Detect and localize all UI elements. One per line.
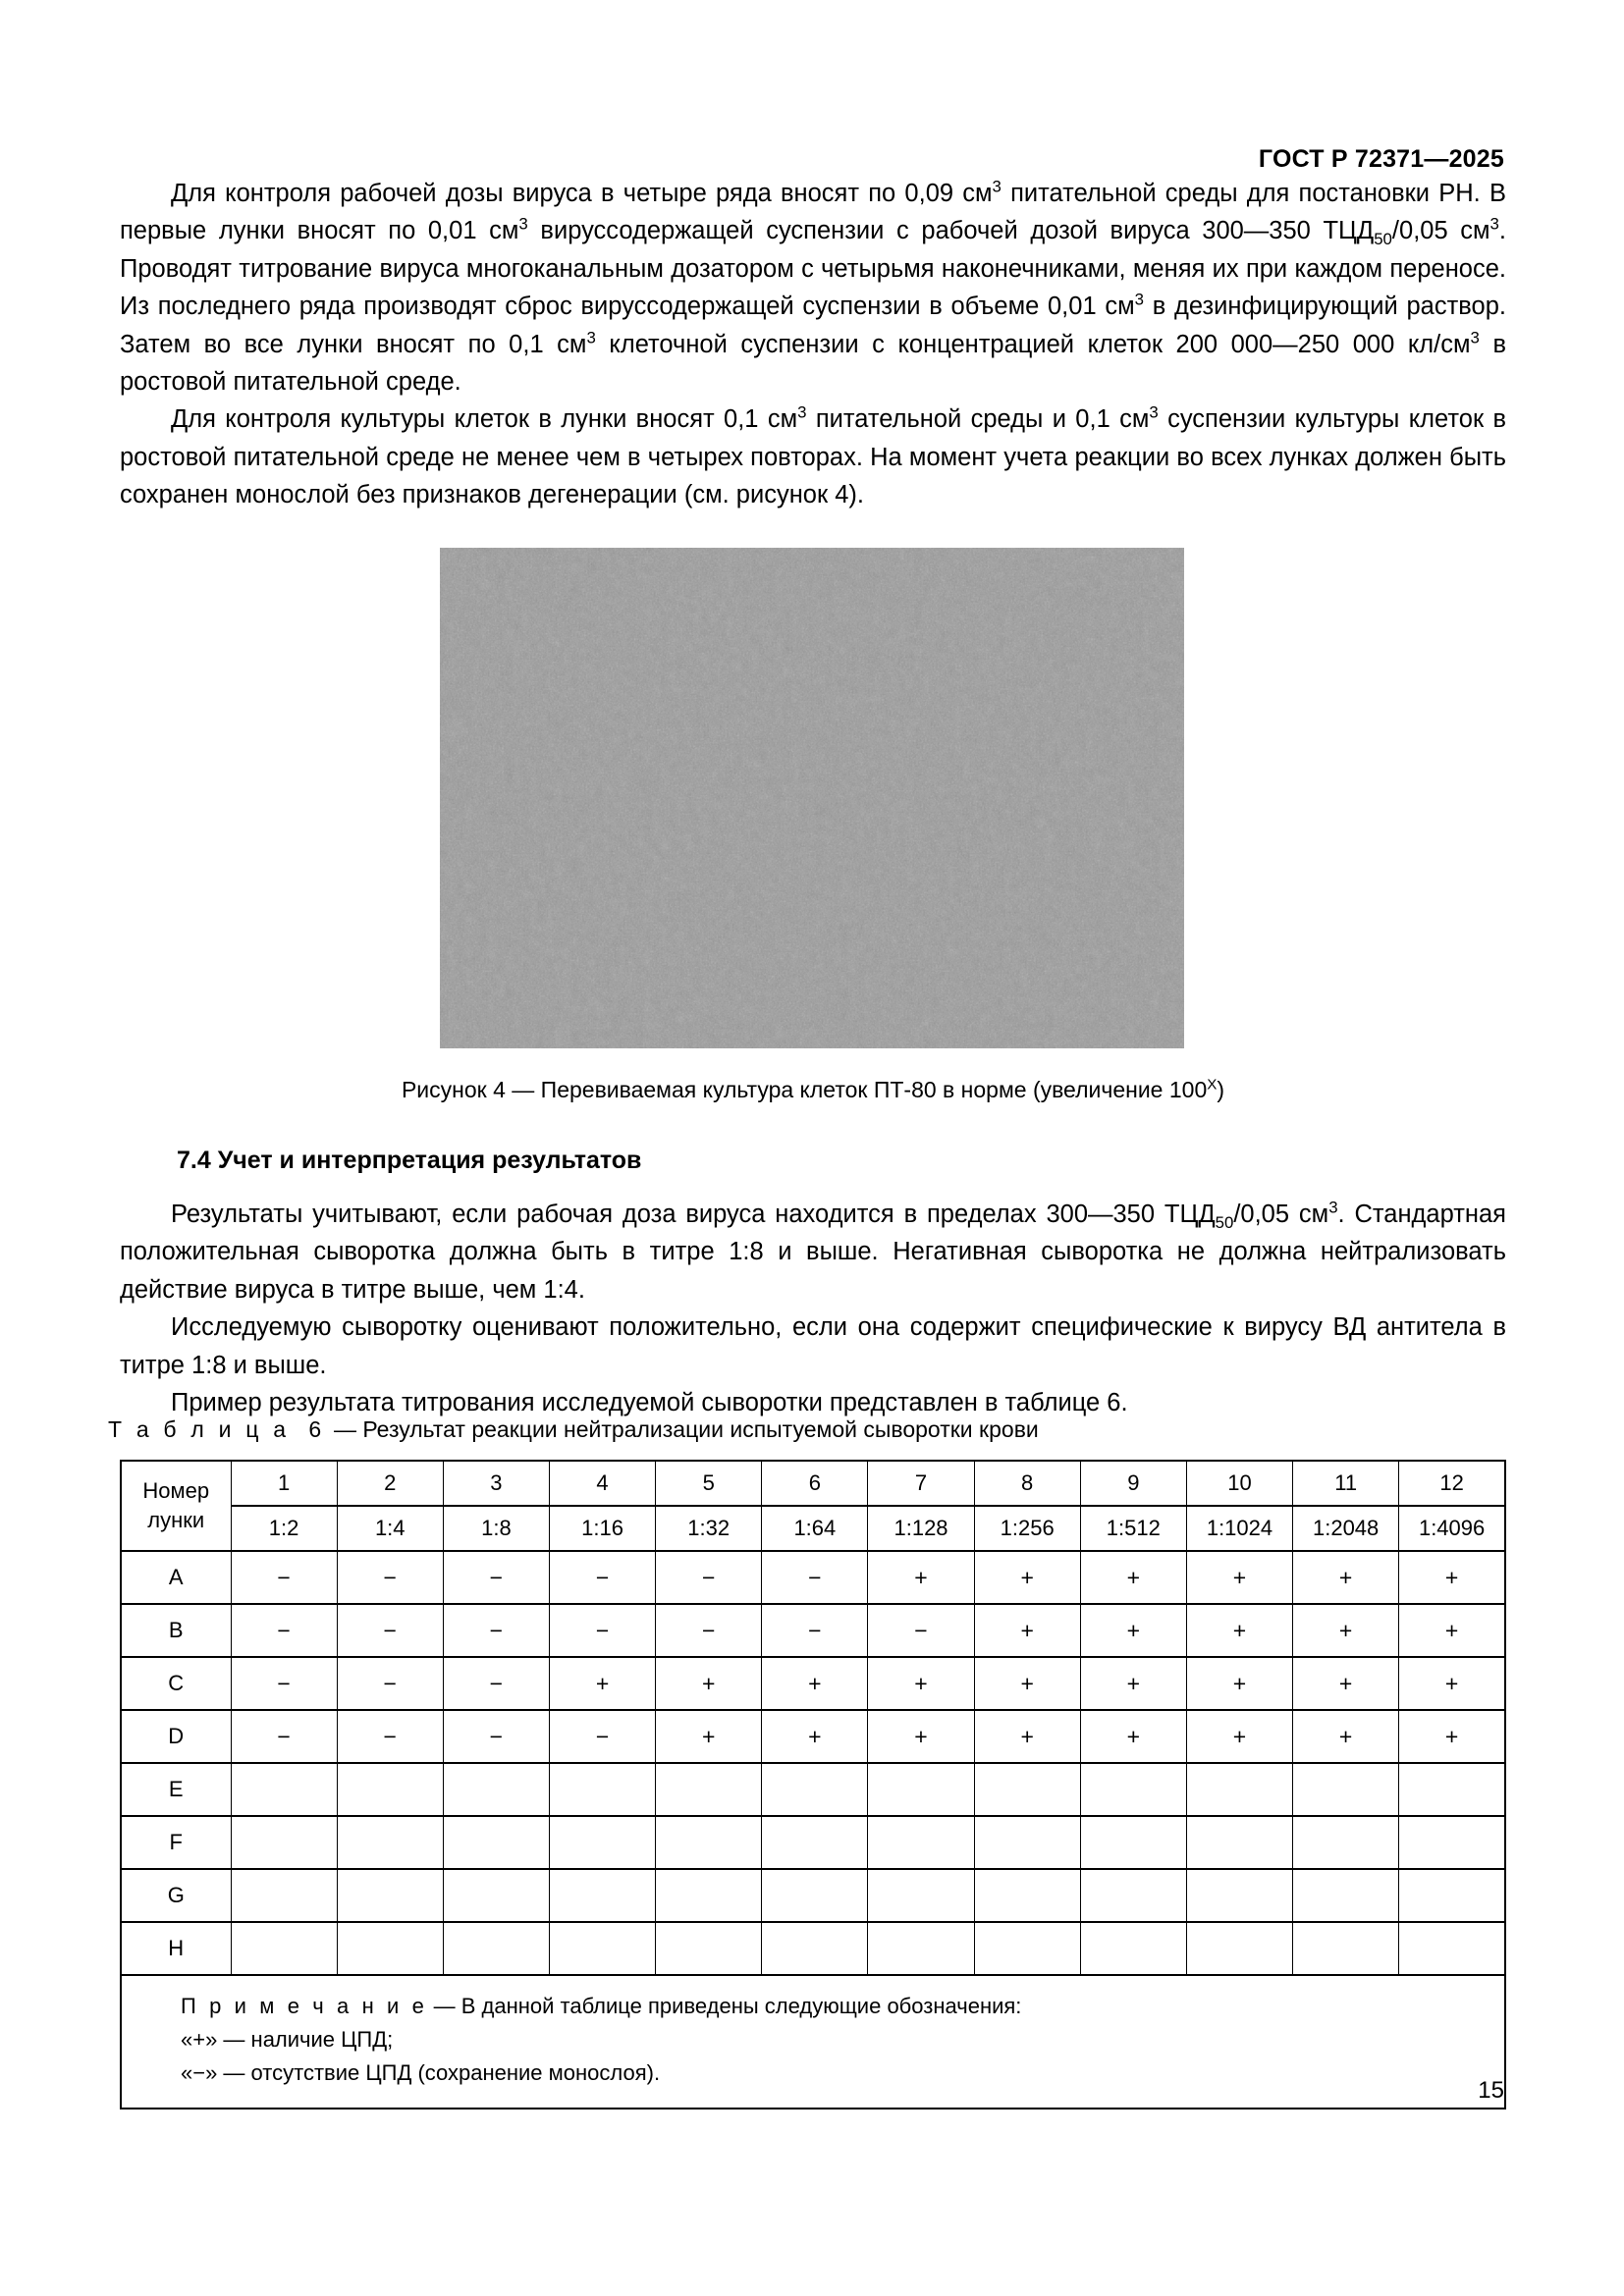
row-label-line-2: лунки — [147, 1508, 205, 1532]
column-dilution-header: 1:1024 — [1186, 1506, 1292, 1551]
result-cell: − — [443, 1657, 549, 1710]
result-cell — [1080, 1869, 1186, 1922]
note-plus-line: «+» — наличие ЦПД; — [181, 2027, 394, 2052]
column-dilution-header: 1:16 — [549, 1506, 655, 1551]
column-number-header: 12 — [1399, 1461, 1505, 1506]
result-cell: + — [974, 1710, 1080, 1763]
result-cell — [231, 1869, 337, 1922]
result-cell — [231, 1763, 337, 1816]
table-row — [121, 1710, 1505, 1763]
result-cell: − — [231, 1657, 337, 1710]
column-number-header: 10 — [1186, 1461, 1292, 1506]
result-cell: + — [656, 1657, 762, 1710]
result-cell: + — [868, 1551, 974, 1604]
column-dilution-header: 1:64 — [762, 1506, 868, 1551]
result-cell: + — [1186, 1710, 1292, 1763]
column-number-header: 7 — [868, 1461, 974, 1506]
paragraph-4: Исследуемую сыворотку оценивают положительно, если она содержит специфические к вирусу ВД антитела в титре 1:8 и выше. — [120, 1313, 1506, 1379]
table-row — [121, 1816, 1505, 1869]
column-number-header: 3 — [443, 1461, 549, 1506]
result-cell — [549, 1922, 655, 1975]
superscript: 3 — [1470, 328, 1480, 347]
result-cell: − — [656, 1551, 762, 1604]
superscript: 3 — [1489, 214, 1499, 234]
result-cell: − — [762, 1604, 868, 1657]
result-cell — [656, 1816, 762, 1869]
column-dilution-header: 1:32 — [656, 1506, 762, 1551]
subscript: 50 — [1215, 1213, 1234, 1233]
result-cell: − — [337, 1710, 443, 1763]
note-heading: П р и м е ч а н и е — [181, 1994, 428, 2018]
result-cell: + — [1399, 1710, 1505, 1763]
result-cell: − — [868, 1604, 974, 1657]
table-note-row — [121, 1975, 1505, 2109]
result-cell — [974, 1763, 1080, 1816]
table-row — [121, 1869, 1505, 1922]
result-cell: − — [443, 1710, 549, 1763]
result-cell: + — [974, 1604, 1080, 1657]
result-cell — [443, 1816, 549, 1869]
result-cell — [1399, 1763, 1505, 1816]
table-header-row-numbers — [121, 1461, 1505, 1506]
result-cell — [974, 1816, 1080, 1869]
table-caption-number: 6 — [308, 1416, 322, 1442]
result-cell: − — [762, 1551, 868, 1604]
result-cell — [443, 1922, 549, 1975]
result-cell: + — [656, 1710, 762, 1763]
result-cell: − — [231, 1604, 337, 1657]
superscript: 3 — [797, 402, 807, 422]
result-cell: − — [337, 1604, 443, 1657]
result-cell — [1080, 1816, 1186, 1869]
paragraph-2: Для контроля культуры клеток в лунки вносят 0,1 $см^3$ питательной среды и 0,1 $см^3$ суспензии культуры клеток в ростовой питательной среде не менее чем в четырех повторах. На момент учета реакции во всех лунках должен быть сохранен монослой без признаков дегенерации (см. рисунок 4). — [120, 402, 1506, 509]
table-row — [121, 1763, 1505, 1816]
result-cell: − — [443, 1604, 549, 1657]
column-number-header: 8 — [974, 1461, 1080, 1506]
column-dilution-header: 1:2 — [231, 1506, 337, 1551]
table-caption-prefix: Т а б л и ц а — [108, 1416, 291, 1442]
row-label-cell: F — [121, 1816, 231, 1869]
result-cell — [656, 1763, 762, 1816]
result-cell — [1186, 1816, 1292, 1869]
result-cell — [337, 1922, 443, 1975]
neutralization-result-table — [120, 1460, 1506, 2109]
column-dilution-header: 1:256 — [974, 1506, 1080, 1551]
result-cell: + — [974, 1657, 1080, 1710]
result-cell — [337, 1816, 443, 1869]
note-intro-line: П р и м е ч а н и е — В данной таблице приведены следующие обозначения: — [181, 1994, 1022, 2018]
column-dilution-header: 1:4 — [337, 1506, 443, 1551]
table-note-cell — [121, 1975, 1505, 2109]
superscript: 3 — [992, 177, 1001, 196]
result-cell — [1399, 1816, 1505, 1869]
result-cell: + — [1080, 1551, 1186, 1604]
result-cell: − — [337, 1551, 443, 1604]
row-label-cell: G — [121, 1869, 231, 1922]
result-cell — [762, 1763, 868, 1816]
result-cell — [762, 1869, 868, 1922]
table-row — [121, 1922, 1505, 1975]
table-row — [121, 1657, 1505, 1710]
result-cell: + — [1080, 1604, 1186, 1657]
result-cell — [868, 1816, 974, 1869]
table-header-row-dilutions — [121, 1506, 1505, 1551]
row-label-cell: C — [121, 1657, 231, 1710]
result-cell: + — [762, 1657, 868, 1710]
table-caption-text: — Результат реакции нейтрализации испытуемой сыворотки крови — [333, 1416, 1039, 1442]
result-cell — [231, 1922, 337, 1975]
paragraph-1: Для контроля рабочей дозы вируса в четыре ряда вносят по 0,09 $см^3$ питательной среды для постановки РН. В первые лунки вносят по 0,01 $см^3$ вируссодержащей суспензии с рабочей дозой вируса 300—350 $ТЦД_{50}/0,05$ $см^3$. Проводят титрование вируса многоканальным дозатором с четырьмя наконечниками, меняя их при каждом переносе. Из последнего ряда производят сброс вируссодержащей суспензии в объеме 0,01 $см^3$ в дезинфицирующий раствор. Затем во все лунки вносят по 0,1 $см^3$ клеточной суспензии с концентрацией клеток 200 000—250 000 $кл/см^3$ в ростовой питательной среде. — [120, 177, 1506, 397]
result-cell: + — [1080, 1710, 1186, 1763]
result-cell — [974, 1922, 1080, 1975]
column-number-header: 11 — [1293, 1461, 1399, 1506]
figure-4-caption: Рисунок 4 — Перевиваемая культура клеток ПТ-80 в норме (увеличение $100^Х$) — [401, 1076, 1225, 1102]
table-6-wrapper — [120, 1460, 1506, 2109]
result-cell: + — [1186, 1657, 1292, 1710]
result-cell — [1399, 1869, 1505, 1922]
superscript: 3 — [518, 214, 528, 234]
result-cell: + — [974, 1551, 1080, 1604]
row-label-cell: E — [121, 1763, 231, 1816]
result-cell — [762, 1816, 868, 1869]
result-cell — [549, 1763, 655, 1816]
result-cell: + — [1399, 1551, 1505, 1604]
row-label-cell: H — [121, 1922, 231, 1975]
result-cell — [868, 1922, 974, 1975]
result-cell: + — [1080, 1657, 1186, 1710]
superscript: 3 — [1149, 402, 1159, 422]
result-cell — [337, 1763, 443, 1816]
superscript: Х — [1207, 1076, 1218, 1094]
paragraph-5: Пример результата титрования исследуемой сыворотки представлен в таблице 6. — [171, 1389, 1128, 1417]
result-cell — [1186, 1869, 1292, 1922]
result-cell — [337, 1869, 443, 1922]
figure-4-micrograph — [440, 548, 1184, 1048]
column-dilution-header: 1:128 — [868, 1506, 974, 1551]
result-cell: + — [868, 1657, 974, 1710]
row-label-header-cell — [121, 1461, 231, 1551]
result-cell — [1293, 1869, 1399, 1922]
note-minus-line: «−» — отсутствие ЦПД (сохранение монослоя). — [181, 2060, 661, 2085]
result-cell: + — [1293, 1710, 1399, 1763]
column-number-header: 5 — [656, 1461, 762, 1506]
column-number-header: 2 — [337, 1461, 443, 1506]
result-cell — [1293, 1763, 1399, 1816]
superscript: 3 — [1134, 290, 1144, 309]
superscript: 3 — [1328, 1198, 1338, 1217]
result-cell: − — [549, 1710, 655, 1763]
result-cell: + — [868, 1710, 974, 1763]
result-cell — [1399, 1922, 1505, 1975]
result-cell — [549, 1869, 655, 1922]
result-cell: + — [549, 1657, 655, 1710]
subscript: 50 — [1374, 230, 1392, 249]
row-label-cell: B — [121, 1604, 231, 1657]
result-cell: + — [762, 1710, 868, 1763]
result-cell — [443, 1763, 549, 1816]
paragraph-3: Результаты учитывают, если рабочая доза вируса находится в пределах 300—350 $ТЦД_{50}/0,05$ $см^3$. Стандартная положительная сыворотка должна быть в титре 1:8 и выше. Негативная сыворотка не должна нейтрализовать действие вируса в титре выше, чем 1:4. — [120, 1198, 1506, 1304]
column-dilution-header: 1:4096 — [1399, 1506, 1505, 1551]
result-cell: − — [656, 1604, 762, 1657]
result-cell: + — [1186, 1551, 1292, 1604]
body-text-top — [120, 175, 1506, 514]
result-cell — [656, 1869, 762, 1922]
table-row — [121, 1551, 1505, 1604]
result-cell — [1293, 1922, 1399, 1975]
superscript: 3 — [586, 328, 596, 347]
result-cell: + — [1399, 1657, 1505, 1710]
document-standard-header: ГОСТ Р 72371—2025 — [1258, 145, 1504, 173]
column-dilution-header: 1:8 — [443, 1506, 549, 1551]
result-cell: − — [443, 1551, 549, 1604]
result-cell: + — [1399, 1604, 1505, 1657]
result-cell: − — [337, 1657, 443, 1710]
result-cell — [1186, 1763, 1292, 1816]
result-cell — [1293, 1816, 1399, 1869]
result-cell: − — [231, 1551, 337, 1604]
result-cell: + — [1293, 1551, 1399, 1604]
row-label-line-1: Номер — [142, 1478, 210, 1503]
result-cell — [974, 1869, 1080, 1922]
result-cell — [1186, 1922, 1292, 1975]
column-dilution-header: 1:2048 — [1293, 1506, 1399, 1551]
result-cell — [762, 1922, 868, 1975]
result-cell: + — [1186, 1604, 1292, 1657]
result-cell: + — [1293, 1604, 1399, 1657]
table-6-caption — [108, 1416, 1039, 1443]
result-cell — [443, 1869, 549, 1922]
section-heading-7-4: 7.4 Учет и интерпретация результатов — [177, 1147, 642, 1174]
column-number-header: 1 — [231, 1461, 337, 1506]
column-number-header: 9 — [1080, 1461, 1186, 1506]
table-body — [121, 1461, 1505, 2109]
result-cell — [1080, 1763, 1186, 1816]
column-number-header: 4 — [549, 1461, 655, 1506]
body-text-bottom — [120, 1196, 1506, 1421]
row-label-cell: A — [121, 1551, 231, 1604]
result-cell: + — [1293, 1657, 1399, 1710]
result-cell: − — [231, 1710, 337, 1763]
result-cell — [549, 1816, 655, 1869]
result-cell: − — [549, 1551, 655, 1604]
row-label-cell: D — [121, 1710, 231, 1763]
table-row — [121, 1604, 1505, 1657]
column-dilution-header: 1:512 — [1080, 1506, 1186, 1551]
result-cell — [868, 1869, 974, 1922]
page-number: 15 — [1478, 2077, 1504, 2104]
column-number-header: 6 — [762, 1461, 868, 1506]
result-cell — [656, 1922, 762, 1975]
result-cell — [1080, 1922, 1186, 1975]
result-cell — [231, 1816, 337, 1869]
result-cell: − — [549, 1604, 655, 1657]
cell-culture-image — [440, 548, 1184, 1048]
result-cell — [868, 1763, 974, 1816]
